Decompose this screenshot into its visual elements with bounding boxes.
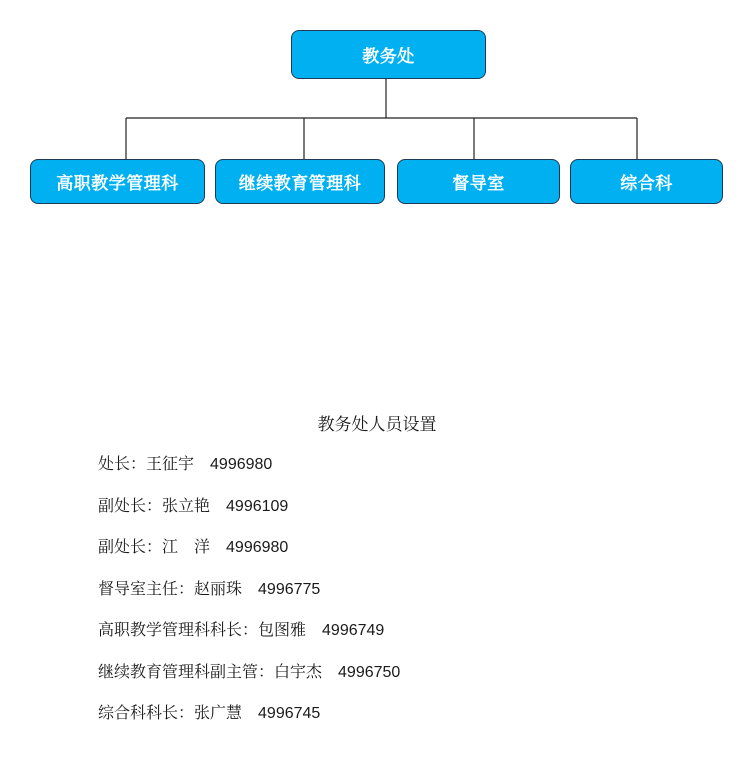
staff-row	[98, 453, 400, 495]
org-node-vocational-teaching	[30, 159, 205, 204]
staff-row	[98, 578, 400, 620]
staff-role-name: 副处长：江 洋	[98, 537, 211, 556]
staff-row	[98, 536, 400, 578]
staff-phone: 4996750	[338, 663, 401, 681]
org-node-continuing-education	[215, 159, 385, 204]
staff-title: 教务处人员设置	[317, 415, 437, 435]
staff-role-name: 副处长：张立艳	[98, 495, 211, 515]
staff-row	[98, 619, 400, 661]
staff-phone: 4996745	[258, 705, 321, 722]
org-node-label: 高职教学管理科	[56, 174, 179, 194]
staff-phone: 4996980	[210, 456, 273, 473]
staff-row	[98, 495, 400, 537]
org-node-label: 督导室	[452, 174, 505, 194]
org-node-supervision-office	[397, 159, 560, 204]
staff-phone: 4996109	[226, 497, 289, 515]
org-node-label: 综合科	[620, 174, 673, 194]
org-node-label: 继续教育管理科	[238, 174, 362, 194]
staff-role-name: 继续教育管理科副主管：白宇杰	[98, 661, 323, 681]
staff-row	[98, 661, 400, 703]
staff-role-name: 高职教学管理科科长：包图雅	[98, 620, 307, 639]
staff-row	[98, 702, 400, 744]
org-node-root	[291, 30, 486, 79]
staff-phone: 4996775	[258, 580, 321, 598]
org-node-general-section	[570, 159, 723, 204]
staff-role-name: 综合科科长：张广慧	[98, 703, 243, 722]
staff-role-name: 督导室主任：赵丽珠	[98, 578, 243, 598]
org-node-root-label: 教务处	[362, 47, 415, 67]
org-chart	[0, 0, 754, 215]
staff-list	[98, 453, 400, 744]
staff-phone: 4996749	[322, 622, 385, 639]
staff-phone: 4996980	[226, 539, 289, 556]
staff-role-name: 处长：王征宇	[98, 454, 195, 473]
